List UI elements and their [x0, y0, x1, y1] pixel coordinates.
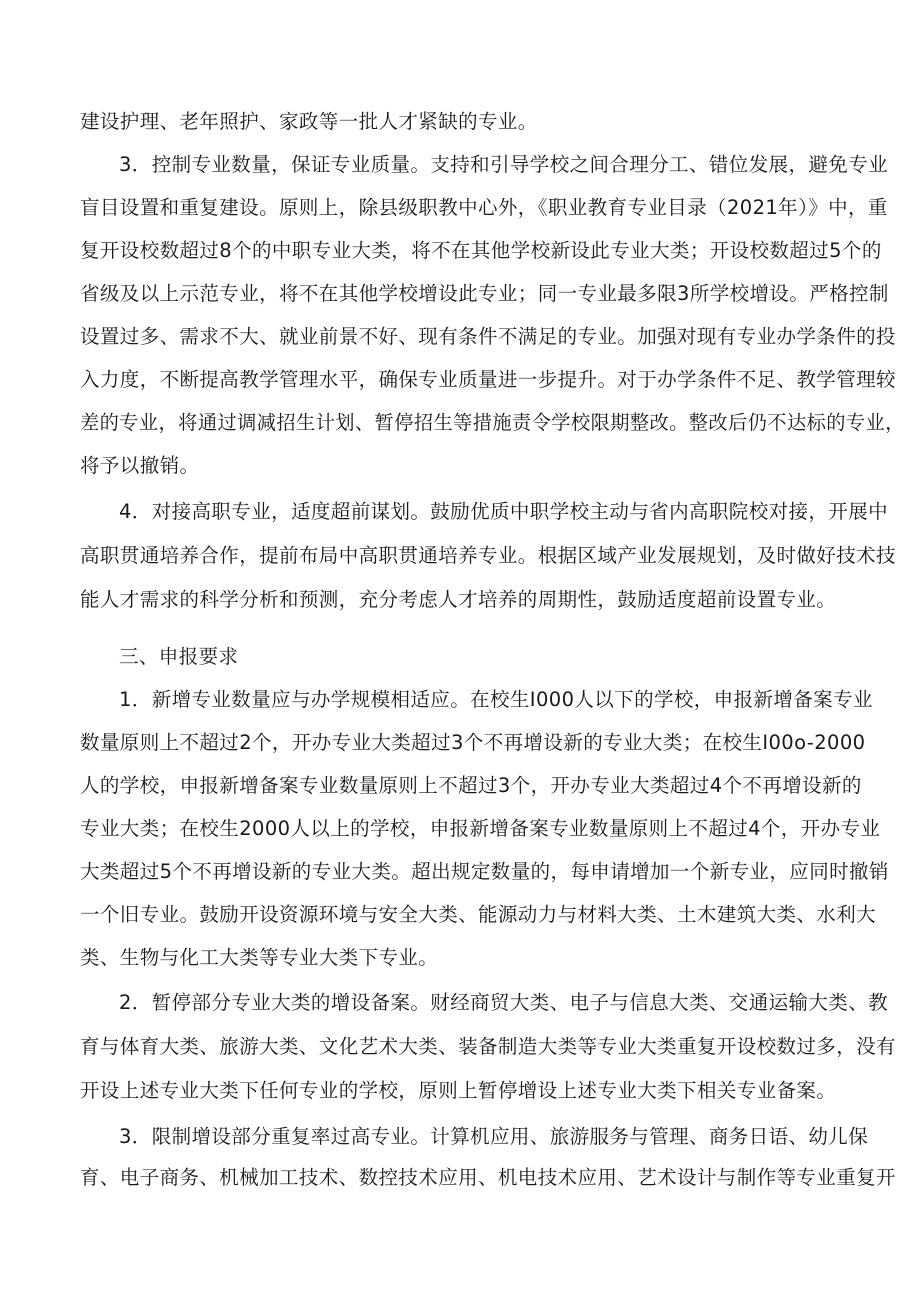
- paragraph-line: 开设上述专业大类下任何专业的学校，原则上暂停增设上述专业大类下相关专业备案。: [80, 1079, 837, 1102]
- paragraph-line: 育与体育大类、旅游大类、文化艺术大类、装备制造大类等专业大类重复开设校数过多，没有: [80, 1035, 896, 1058]
- paragraph-line: 差的专业，将通过调减招生计划、暂停招生等措施责令学校限期整改。整改后仍不达标的专业，: [80, 411, 905, 434]
- paragraph-line: 育、电子商务、机械加工技术、数控技术应用、机电技术应用、艺术设计与制作等专业重复开: [80, 1166, 896, 1189]
- paragraph-line: 将予以撤销。: [80, 454, 200, 477]
- paragraph-line: 盲目设置和重复建设。原则上，除县级职教中心外，《职业教育专业目录（2021年）》中，重: [80, 196, 888, 219]
- item-3-limit-repeat: 3．限制增设部分重复率过高专业。计算机应用、旅游服务与管理、商务日语、幼儿保: [119, 1125, 869, 1148]
- item-2-suspend: 2．暂停部分专业大类的增设备案。财经商贸大类、电子与信息大类、交通运输大类、教: [119, 991, 889, 1014]
- section-heading: 三、申报要求: [119, 645, 239, 668]
- paragraph-line: 一个旧专业。鼓励开设资源环境与安全大类、能源动力与材料大类、土木建筑大类、水利大: [80, 903, 877, 926]
- paragraph-line: 数量原则上不超过2个，开办专业大类超过3个不再增设新的专业大类；在校生I00o-2000: [80, 731, 866, 754]
- paragraph-line: 省级及以上示范专业，将不在其他学校增设此专业；同一专业最多限3所学校增设。严格控制: [80, 282, 889, 305]
- paragraph-line: 入力度，不断提高教学管理水平，确保专业质量进一步提升。对于办学条件不足、教学管理较: [80, 368, 896, 391]
- item-1-new-majors: 1．新增专业数量应与办学规模相适应。在校生I000人以下的学校，申报新增备案专业: [119, 688, 873, 711]
- paragraph-line: 复开设校数超过8个的中职专业大类，将不在其他学校新设此专业大类；开设校数超过5个的: [80, 239, 882, 262]
- paragraph-line: 建设护理、老年照护、家政等一批人才紧缺的专业。: [80, 110, 538, 133]
- paragraph-line: 人的学校，申报新增备案专业数量原则上不超过3个，开办专业大类超过4个不再增设新的: [80, 774, 862, 797]
- item-3-control-quantity: 3．控制专业数量，保证专业质量。支持和引导学校之间合理分工、错位发展，避免专业: [119, 153, 889, 176]
- item-4-connect-higher: 4．对接高职专业，适度超前谋划。鼓励优质中职学校主动与省内高职院校对接，开展中: [119, 500, 889, 523]
- paragraph-line: 专业大类；在校生2000人以上的学校，申报新增备案专业数量原则上不超过4个，开办专业: [80, 817, 881, 840]
- paragraph-line: 类、生物与化工大类等专业大类下专业。: [80, 946, 439, 969]
- paragraph-line: 能人才需求的科学分析和预测，充分考虑人才培养的周期性，鼓励适度超前设置专业。: [80, 588, 837, 611]
- paragraph-line: 大类超过5个不再增设新的专业大类。超出规定数量的，每申请增加一个新专业，应同时撤销: [80, 860, 889, 883]
- paragraph-line: 高职贯通培养合作，提前布局中高职贯通培养专业。根据区域产业发展规划，及时做好技术技: [80, 544, 896, 567]
- paragraph-line: 设置过多、需求不大、就业前景不好、现有条件不满足的专业。加强对现有专业办学条件的投: [80, 325, 896, 348]
